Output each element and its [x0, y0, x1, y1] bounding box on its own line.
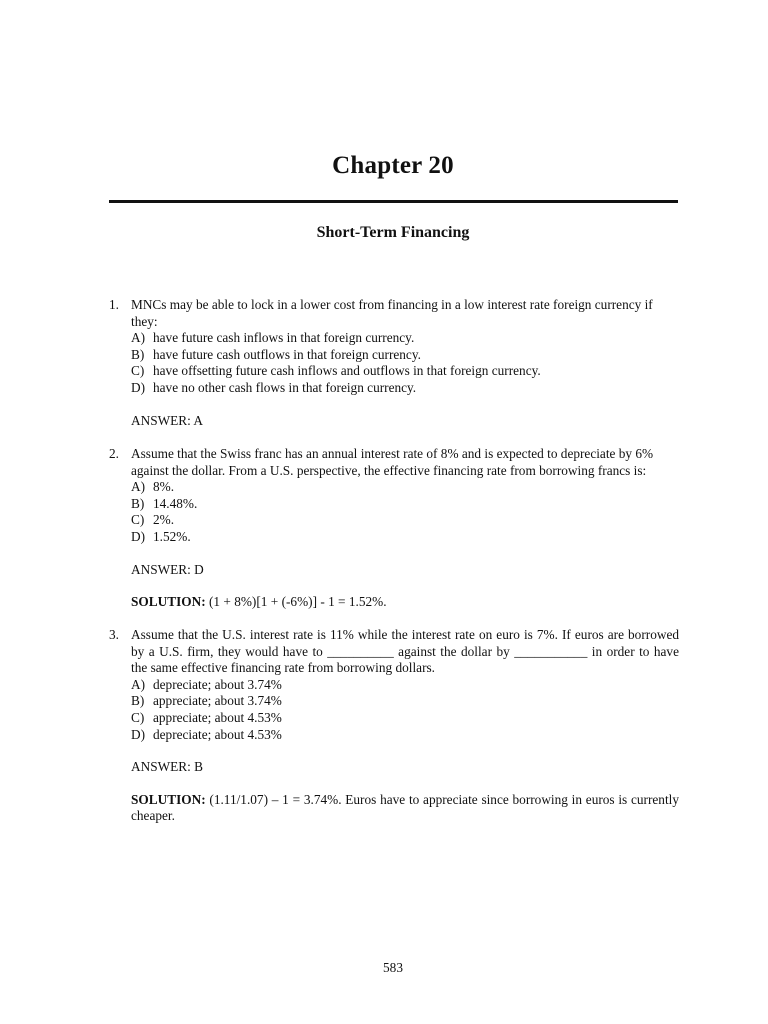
- option-letter: B): [131, 495, 145, 511]
- option-text: 8%.: [153, 479, 175, 495]
- option-b: [131, 347, 679, 364]
- option-c: [131, 363, 679, 380]
- solution-label: SOLUTION:: [131, 791, 206, 807]
- answer-line: ANSWER: D: [131, 561, 204, 577]
- question-number: 2.: [109, 446, 119, 461]
- option-b: [131, 496, 679, 513]
- option-c: [131, 710, 679, 727]
- option-b: [131, 693, 679, 710]
- option-letter: A): [131, 479, 146, 495]
- option-letter: A): [131, 676, 146, 692]
- answer-options: [131, 479, 679, 545]
- question-text: MNCs may be able to lock in a lower cost from financing in a low interest rate foreign currency if they:: [131, 297, 653, 329]
- chapter-title: Chapter 20: [332, 152, 454, 179]
- page-number: 583: [383, 960, 403, 975]
- option-text: 14.48%.: [153, 495, 198, 511]
- option-a: [131, 330, 679, 347]
- question-text: Assume that the Swiss franc has an annual interest rate of 8% and is expected to depreciate by 6% against the dollar. From a U.S. perspective, the effective financing rate from borrowing francs is:: [131, 446, 654, 478]
- answer-line: ANSWER: A: [131, 412, 204, 428]
- question-1: [109, 297, 679, 429]
- option-d: [131, 727, 679, 744]
- option-letter: A): [131, 330, 146, 346]
- option-letter: D): [131, 528, 146, 544]
- solution-label: SOLUTION:: [131, 594, 206, 610]
- option-text: 2%.: [153, 512, 175, 528]
- question-number: 1.: [109, 297, 119, 312]
- option-letter: D): [131, 726, 146, 742]
- option-text: appreciate; about 4.53%: [153, 709, 282, 725]
- title-divider: [109, 200, 678, 203]
- answer-options: [131, 677, 679, 743]
- answer-line: ANSWER: B: [131, 759, 204, 775]
- question-3: [109, 627, 679, 825]
- option-text: have offsetting future cash inflows and outflows in that foreign currency.: [153, 363, 541, 379]
- question-text: Assume that the U.S. interest rate is 11% while the interest rate on euro is 7%. If euros are borrowed by a U.S. firm, they would have to __________ against the dollar by ___________ in order to have the same effective financing rate from borrowing dollars.: [131, 627, 679, 676]
- option-text: have no other cash flows in that foreign currency.: [153, 379, 417, 395]
- option-d: [131, 380, 679, 397]
- answer-options: [131, 330, 679, 396]
- chapter-subtitle: Short-Term Financing: [316, 224, 470, 241]
- question-number: 3.: [109, 627, 119, 642]
- option-d: [131, 529, 679, 546]
- question-2: [109, 446, 679, 611]
- option-letter: C): [131, 363, 145, 379]
- solution: [131, 792, 679, 825]
- option-text: have future cash inflows in that foreign currency.: [153, 330, 415, 346]
- option-text: depreciate; about 4.53%: [153, 726, 282, 742]
- option-a: [131, 677, 679, 694]
- option-letter: C): [131, 512, 145, 528]
- option-letter: D): [131, 379, 146, 395]
- option-text: depreciate; about 3.74%: [153, 676, 282, 692]
- solution: [131, 594, 679, 611]
- option-letter: C): [131, 709, 145, 725]
- option-text: appreciate; about 3.74%: [153, 693, 282, 709]
- solution-text: (1 + 8%)[1 + (-6%)] - 1 = 1.52%.: [205, 594, 387, 610]
- option-text: have future cash outflows in that foreign currency.: [153, 346, 421, 362]
- option-letter: B): [131, 693, 145, 709]
- option-text: 1.52%.: [153, 528, 191, 544]
- solution-text: (1.11/1.07) – 1 = 3.74%. Euros have to appreciate since borrowing in euros is currently cheaper.: [131, 791, 679, 824]
- option-c: [131, 512, 679, 529]
- option-a: [131, 479, 679, 496]
- option-letter: B): [131, 346, 145, 362]
